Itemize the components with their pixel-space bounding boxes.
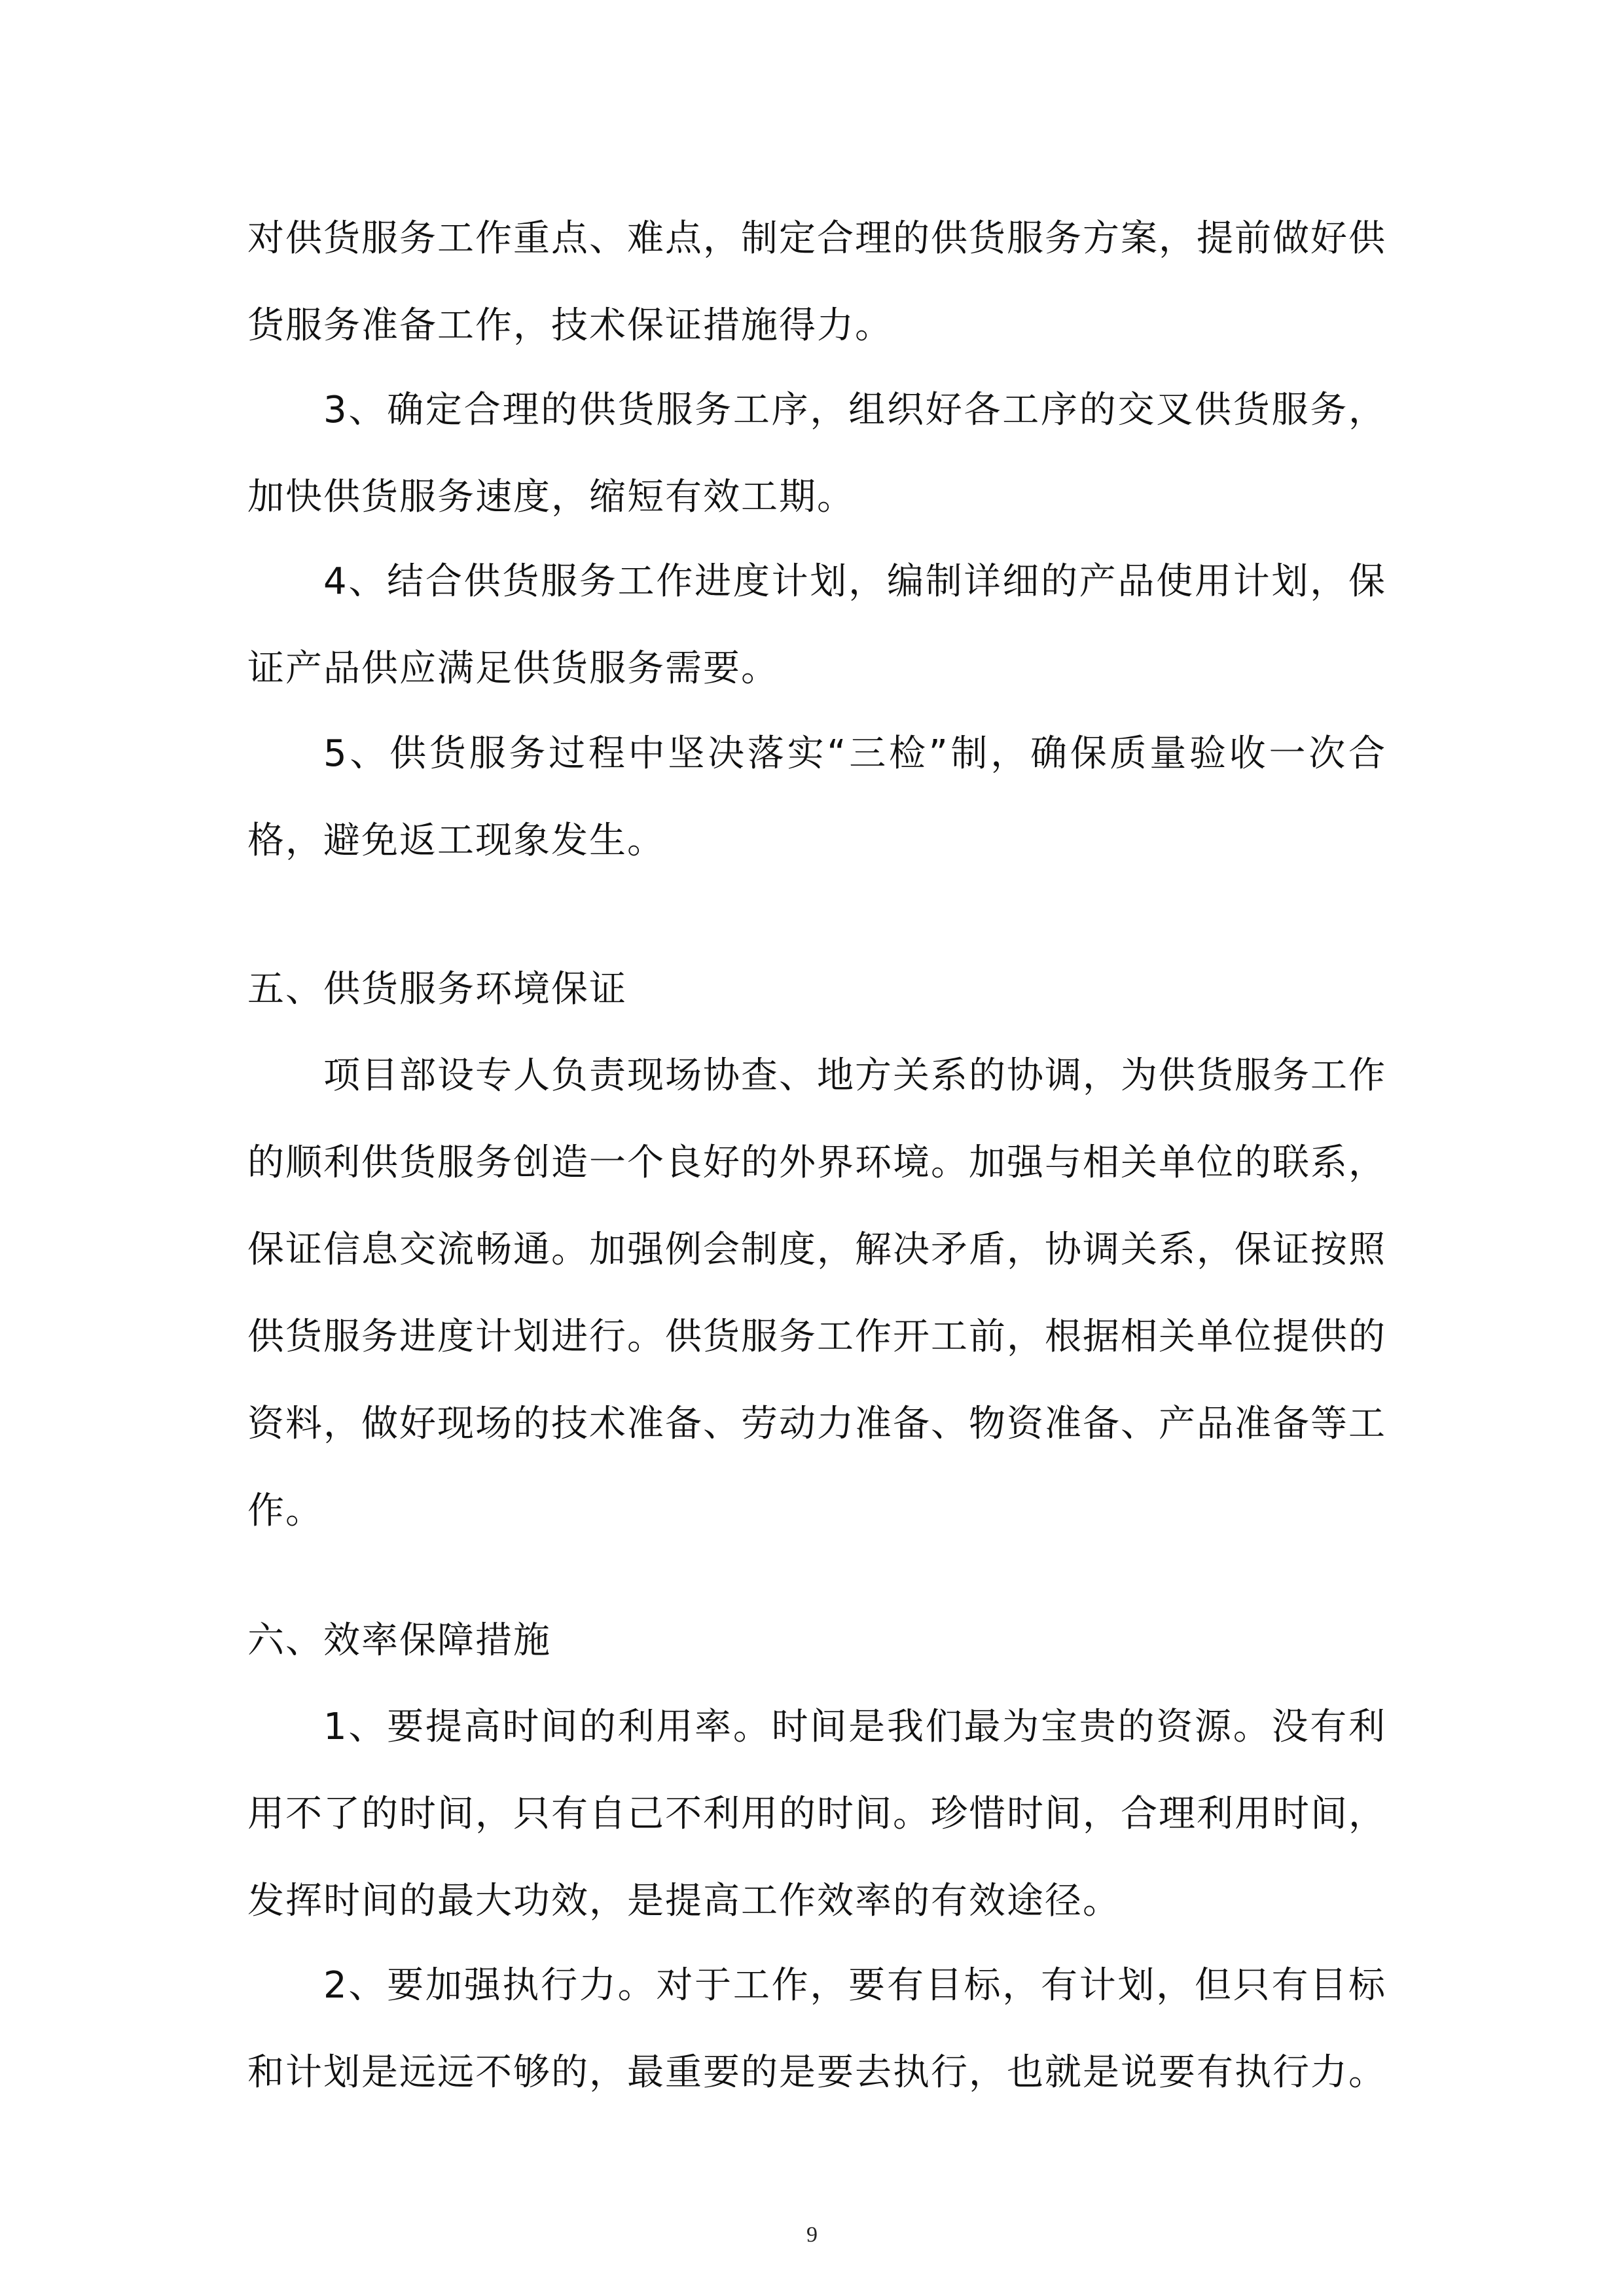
paragraph-continued: 对供货服务工作重点、难点，制定合理的供货服务方案，提前做好供货服务准备工作，技术保证措施得力。 (247, 217, 1386, 347)
paragraph-item-4: 4、结合供货服务工作进度计划，编制详细的产品使用计划，保证产品供应满足供货服务需要。 (247, 560, 1386, 690)
page-number: 9 (806, 2223, 818, 2247)
section-heading-6: 六、效率保障措施 (247, 1619, 551, 1662)
paragraph-item-5: 5、供货服务过程中坚决落实“三检”制，确保质量验收一次合格，避免返工现象发生。 (247, 732, 1386, 862)
paragraph-environment: 项目部设专人负责现场协查、地方关系的协调，为供货服务工作的顺利供货服务创造一个良好的外界环境。加强与相关单位的联系，保证信息交流畅通。加强例会制度，解决矛盾，协调关系，保证按照供货服务进度计划进行。供货服务工作开工前，根据相关单位提供的资料，做好现场的技术准备、劳动力准备、物资准备、产品准备等工作。 (247, 1054, 1386, 1532)
paragraph-item-3: 3、确定合理的供货服务工序，组织好各工序的交叉供货服务，加快供货服务速度，缩短有效工期。 (247, 389, 1386, 518)
paragraph-efficiency-2: 2、要加强执行力。对于工作，要有目标，有计划，但只有目标和计划是远远不够的，最重要的是要去执行，也就是说要有执行力。 (247, 1964, 1386, 2094)
paragraph-efficiency-1: 1、要提高时间的利用率。时间是我们最为宝贵的资源。没有利用不了的时间，只有自己不利用的时间。珍惜时间，合理利用时间，发挥时间的最大功效，是提高工作效率的有效途径。 (247, 1706, 1386, 1922)
section-heading-5: 五、供货服务环境保证 (247, 968, 627, 1011)
